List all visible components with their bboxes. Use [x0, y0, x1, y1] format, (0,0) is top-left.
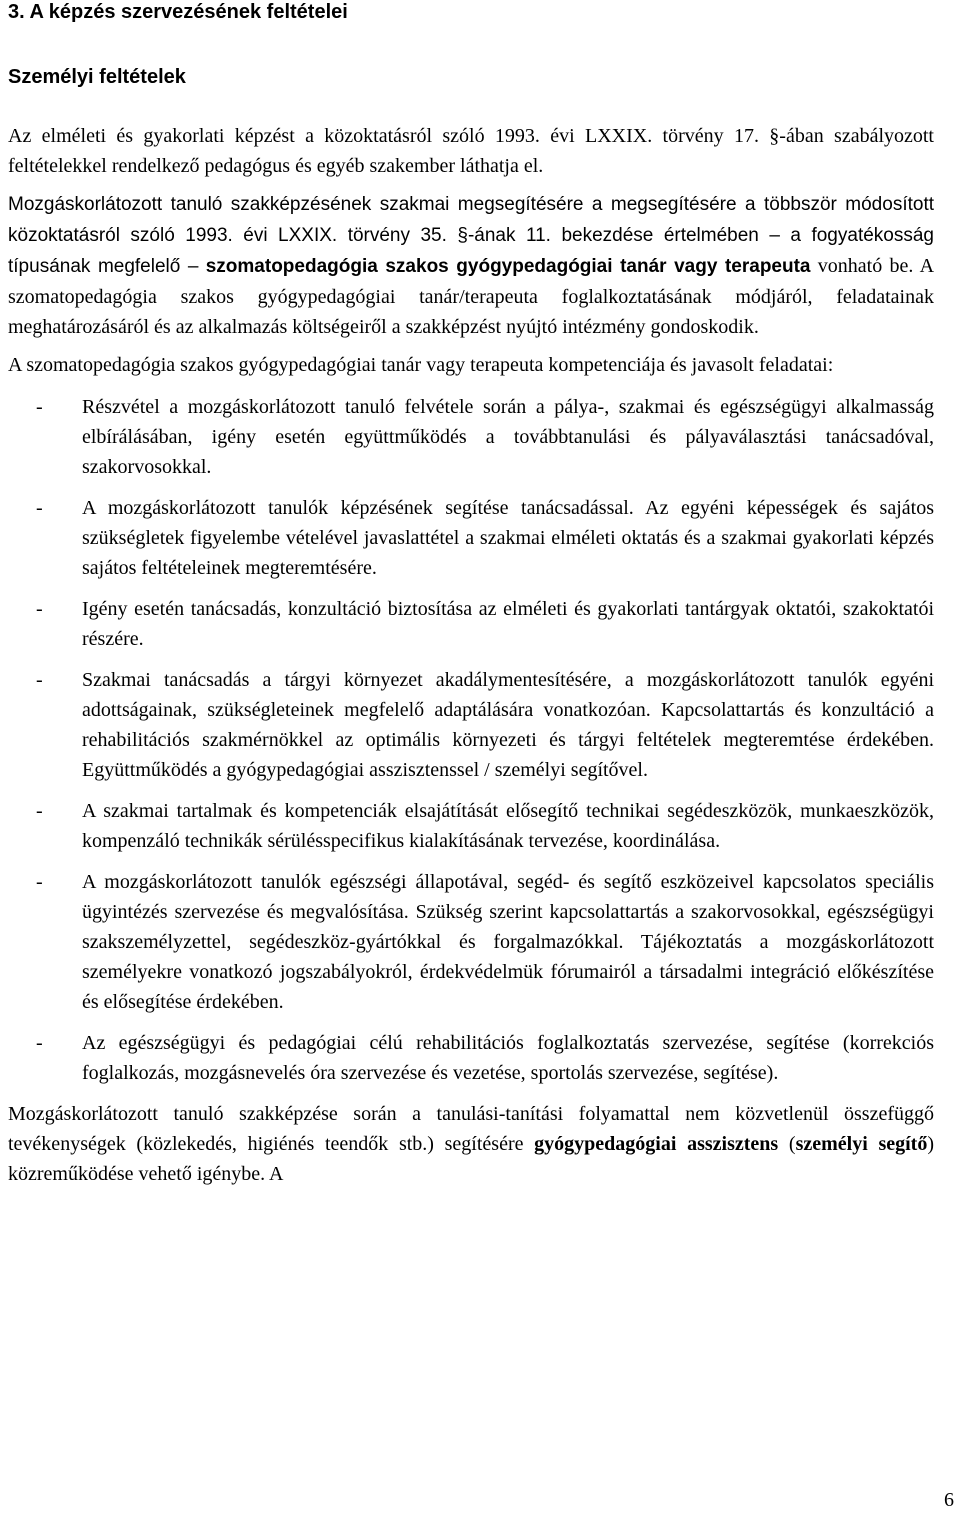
list-dash: -	[36, 1032, 43, 1054]
list-item-text: A mozgáskorlátozott tanulók képzésének segítése tanácsadással. Az egyéni képességek és sajátos szükségletek figyelembe vételével javaslattétel a szakmai elméleti oktatás és a szakmai gyakorlati képzés sajátos feltételeinek megteremtésére.	[82, 497, 934, 579]
list-dash: -	[36, 497, 43, 519]
list-item-text: Részvétel a mozgáskorlátozott tanuló felvétele során a pálya-, szakmai és egészségügyi alkalmasság elbírálásában, igény esetén együttműködés a továbbtanulási és pályaválasztási tanácsadóval, szakorvosokkal.	[82, 396, 934, 478]
list-item	[8, 594, 934, 654]
list-dash: -	[36, 669, 43, 691]
list-item	[8, 665, 934, 785]
paragraph-assistant-paren: (	[788, 1133, 796, 1155]
sub-heading: Személyi feltételek	[8, 66, 186, 88]
list-item-text: A mozgáskorlátozott tanulók egészségi állapotával, segéd- és segítő eszközeivel kapcsolatos speciális ügyintézés szervezése és megvalósítása. Szükség szerint kapcsolattartás a szakorvosokkal, egészségügyi szakszemélyzettel, segédeszköz-gyártókkal és forgalmazókkal. Tájékoztatás a mozgáskorlátozott személyekre vonatkozó jogszabályokról, érdekvédelmük fórumairól a társadalmi integráció előkészítése és elősegítése érdekében.	[82, 871, 934, 1013]
paragraph-assistant-bold1: gyógypedagógiai asszisztens	[534, 1133, 779, 1155]
list-item	[8, 392, 934, 482]
paragraph-assistant-bold2: személyi segítő	[795, 1133, 928, 1155]
list-dash: -	[36, 598, 43, 620]
spacer	[8, 181, 934, 189]
list-item-text: Szakmai tanácsadás a tárgyi környezet akadálymentesítésére, a mozgáskorlátozott tanulók egyéni adottságainak, szükségleteinek megfelelő adaptálására vonatkozóan. Kapcsolattartás és konzultáció a rehabilitációs szakmérnökkel az optimális környezeti és tárgyi feltételek megteremtése érdekében. Együttműködés a gyógypedagógiai asszisztenssel / személyi segítővel.	[82, 669, 934, 781]
paragraph-support-mid: vonható be.	[817, 255, 914, 277]
list-item	[8, 796, 934, 856]
list-item	[8, 867, 934, 1017]
list-item-text: Igény esetén tanácsadás, konzultáció biztosítása az elméleti és gyakorlati tantárgyak oktatói, szakoktatói részére.	[82, 598, 934, 650]
page-number: 6	[944, 1489, 954, 1511]
list-item-text: A szakmai tartalmak és kompetenciák elsajátítását elősegítő technikai segédeszközök, munkaeszközök, kompenzáló technikák sérülésspecifikus kialakításának tervezése, koordinálása.	[82, 800, 934, 852]
section-heading: 3. A képzés szervezésének feltételei	[8, 1, 348, 23]
paragraph-assistant-rest: ) közreműködése vehető igénybe. A	[8, 1133, 934, 1185]
list-item	[8, 1028, 934, 1088]
paragraph-competencies: A szomatopedagógia szakos gyógypedagógiai tanár vagy terapeuta kompetenciája és javasolt feladatai:	[8, 354, 834, 376]
list-dash: -	[36, 800, 43, 822]
paragraph-assistant-intro: Mozgáskorlátozott tanuló szakképzése során a tanulási-tanítási folyamattal nem közvetlenül összefüggő tevékenységek (közlekedés, higiénés teendők stb.) segítésére	[8, 1103, 934, 1155]
paragraph-support	[8, 189, 934, 342]
list-dash: -	[36, 396, 43, 418]
spacer	[8, 342, 934, 350]
task-list	[8, 392, 934, 1088]
list-item-text: Az egészségügyi és pedagógiai célú rehabilitációs foglalkoztatás szervezése, segítése (korrekciós foglalkozás, mozgásnevelés óra szervezése és vezetése, sportolás szervezése, segítése).	[82, 1032, 934, 1084]
body-text	[8, 121, 934, 1189]
paragraph-support-intro: Mozgáskorlátozott tanuló szakképzésének szakmai megsegítésére a megsegítésére a többször módosított közoktatásról szóló 1993. évi LXXIX. törvény 35. §-ának 11. bekezdése értelmében – a fogyatékosság típusának megfelelő –	[8, 194, 934, 277]
paragraph-support-rest: A szomatopedagógia szakos gyógypedagógiai tanár/terapeuta foglalkoztatásának módjáról, feladatainak meghatározásáról és az alkalmazás költségeiről a szakképzést nyújtó intézmény gondoskodik.	[8, 255, 935, 338]
list-item	[8, 493, 934, 583]
paragraph-qualifications: Az elméleti és gyakorlati képzést a közoktatásról szóló 1993. évi LXXIX. törvény 17. §-ában szabályozott feltételekkel rendelkező pedagógus és egyéb szakember láthatja el.	[8, 125, 934, 177]
list-dash: -	[36, 871, 43, 893]
paragraph-support-bold: szomatopedagógia szakos gyógypedagógiai tanár vagy terapeuta	[205, 256, 811, 277]
spacer	[8, 380, 934, 392]
paragraph-assistant	[8, 1099, 934, 1189]
